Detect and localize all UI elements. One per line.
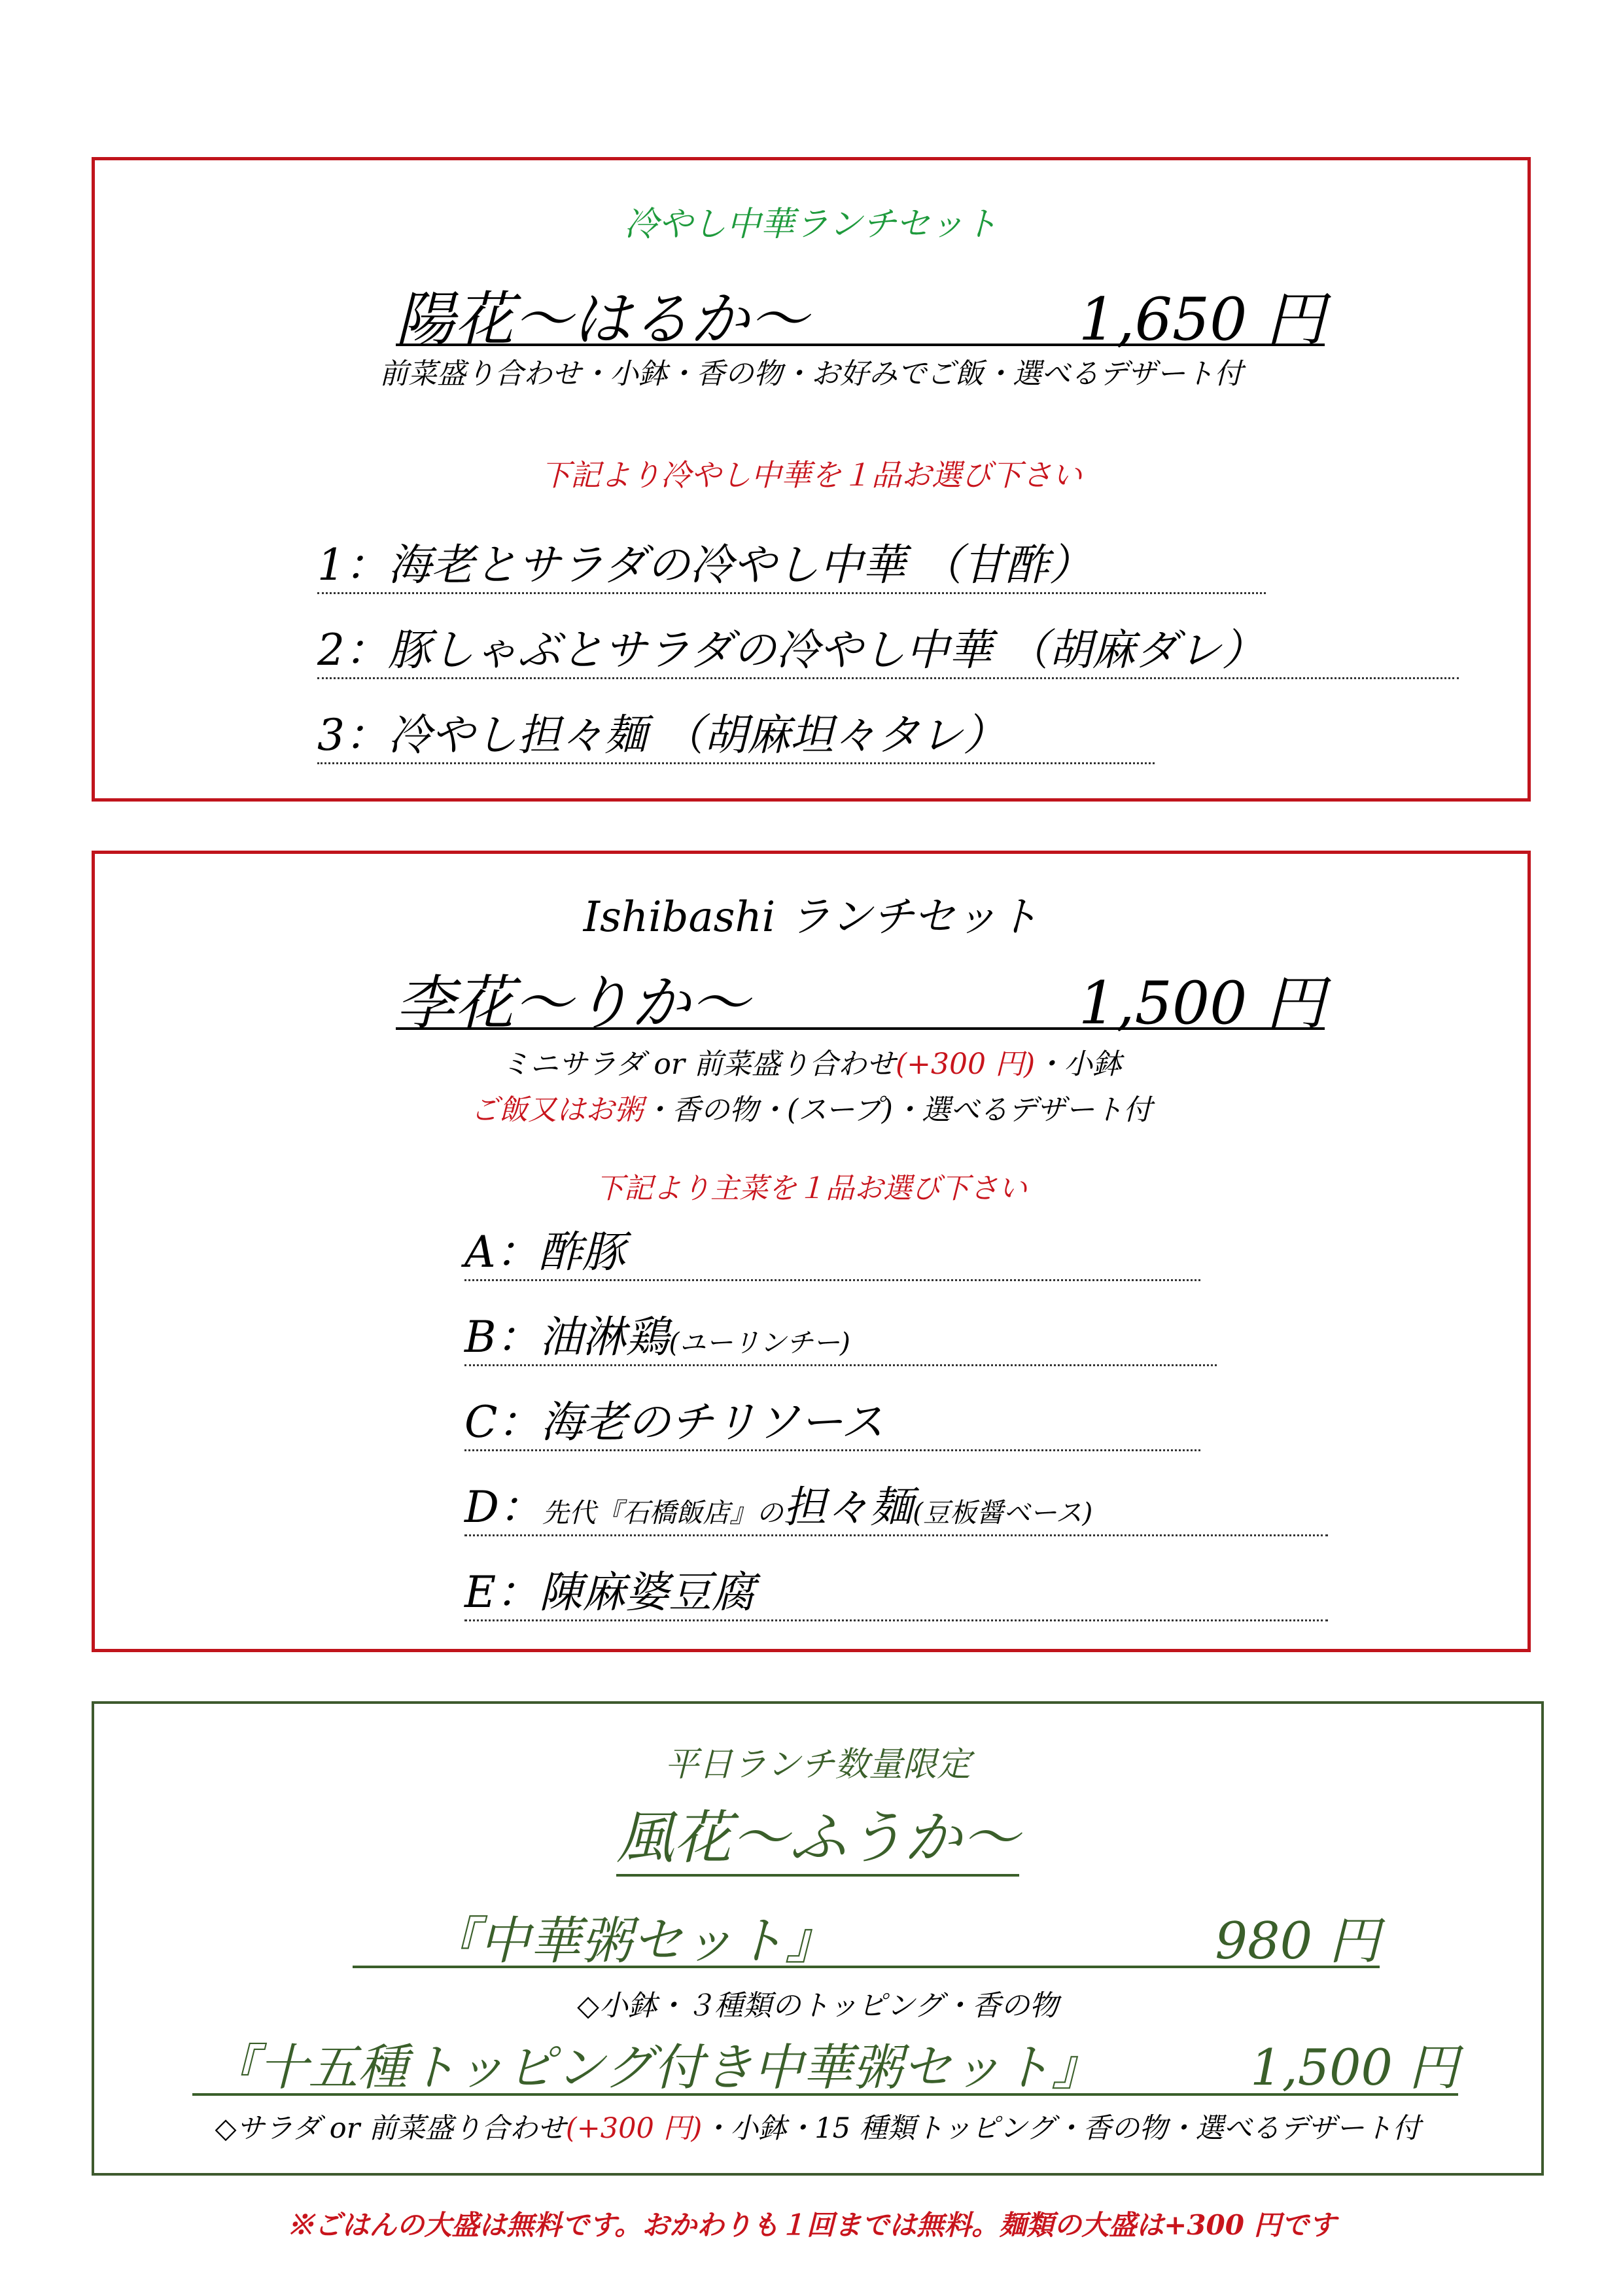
section2-includes-line2 [95, 1086, 1527, 1128]
section2-item-d-small: 先代『石橋飯店』の [542, 1497, 784, 1528]
section-hiyashi-chuka [92, 157, 1531, 802]
section3-set2-includes [94, 2106, 1541, 2146]
section1-category: 冷やし中華ランチセット [624, 205, 998, 244]
section2-price: 1,500 円 [1078, 969, 1325, 1038]
section2-includes-line1 [95, 1040, 1527, 1082]
section2-category: Ishibashi ランチセット [583, 893, 1039, 942]
section2-includes-1a: ミニサラダ or 前菜盛り合わせ [500, 1048, 896, 1081]
section2-item-d-prefix: D： [464, 1482, 542, 1532]
section-ishibashi-lunch [92, 851, 1531, 1652]
section2-includes-1b: (+300 円) [895, 1048, 1036, 1081]
section3-set1-name: 『中華粥セット』 [428, 1912, 837, 1971]
section3-set1-includes: ◇小鉢・３種類のトッピング・香の物 [577, 1989, 1058, 2022]
section2-includes-2a: ご飯又はお粥 [470, 1093, 644, 1127]
section3-name-row [94, 1802, 1541, 1877]
section3-set2-price: 1,500 円 [1250, 2038, 1458, 2096]
section1-name: 陽花～はるか～ [396, 285, 808, 354]
section2-includes-2b: ・香の物・(スープ)・選べるデザート付 [643, 1093, 1152, 1127]
section3-set1-line [353, 1900, 1380, 1971]
section3-set2-includes-a: ◇サラダ or 前菜盛り合わせ [215, 2112, 566, 2145]
section1-title-line [396, 272, 1325, 354]
section1-item-3: 3：冷やし担々麺 （胡麻坦々タレ） [317, 700, 1155, 764]
section2-item-d [464, 1472, 1328, 1536]
section3-category: 平日ランチ数量限定 [664, 1745, 971, 1784]
section-weekday-limited [92, 1701, 1544, 2176]
section2-item-b-main: B：油淋鶏 [464, 1312, 669, 1362]
section2-item-d-main: 担々麺 [783, 1482, 913, 1532]
section3-set2-line [192, 2028, 1458, 2096]
section3-set2-includes-b: (+300 円) [565, 2112, 703, 2145]
section3-name: 風花～ふうか～ [616, 1802, 1019, 1877]
section2-item-c: C：海老のチリソース [464, 1387, 1200, 1451]
section1-price: 1,650 円 [1078, 285, 1325, 354]
section3-set2-name: 『十五種トッピング付き中華粥セット』 [209, 2038, 1102, 2096]
section2-instruction: 下記より主菜を１品お選び下さい [595, 1172, 1027, 1205]
section1-item-2: 2：豚しゃぶとサラダの冷やし中華 （胡麻ダレ） [317, 615, 1459, 679]
section1-instruction: 下記より冷やし中華を１品お選び下さい [540, 457, 1082, 493]
section2-item-a: A：酢豚 [464, 1217, 1200, 1281]
section1-item-1: 1：海老とサラダの冷やし中華 （甘酢） [317, 530, 1266, 594]
section2-item-b [464, 1302, 1217, 1366]
section2-item-d-sub: (豆板醤ベース) [913, 1497, 1093, 1528]
section1-includes: 前菜盛り合わせ・小鉢・香の物・お好みでご飯・選べるデザート付 [379, 357, 1243, 391]
section2-name: 李花～りか～ [396, 969, 749, 1038]
section3-set2-includes-c: ・小鉢・15 種類トッピング・香の物・選べるデザート付 [702, 2112, 1421, 2145]
section3-set1-price: 980 円 [1215, 1912, 1380, 1971]
footer-note: ※ごはんの大盛は無料です。おかわりも１回までは無料。麺類の大盛は+300 円です [287, 2209, 1336, 2241]
section2-item-e: E：陳麻婆豆腐 [464, 1557, 1328, 1621]
section2-item-b-sub: (ユーリンチー) [669, 1327, 850, 1358]
section2-title-line [396, 955, 1325, 1038]
section2-includes-1c: ・小鉢 [1035, 1048, 1122, 1081]
